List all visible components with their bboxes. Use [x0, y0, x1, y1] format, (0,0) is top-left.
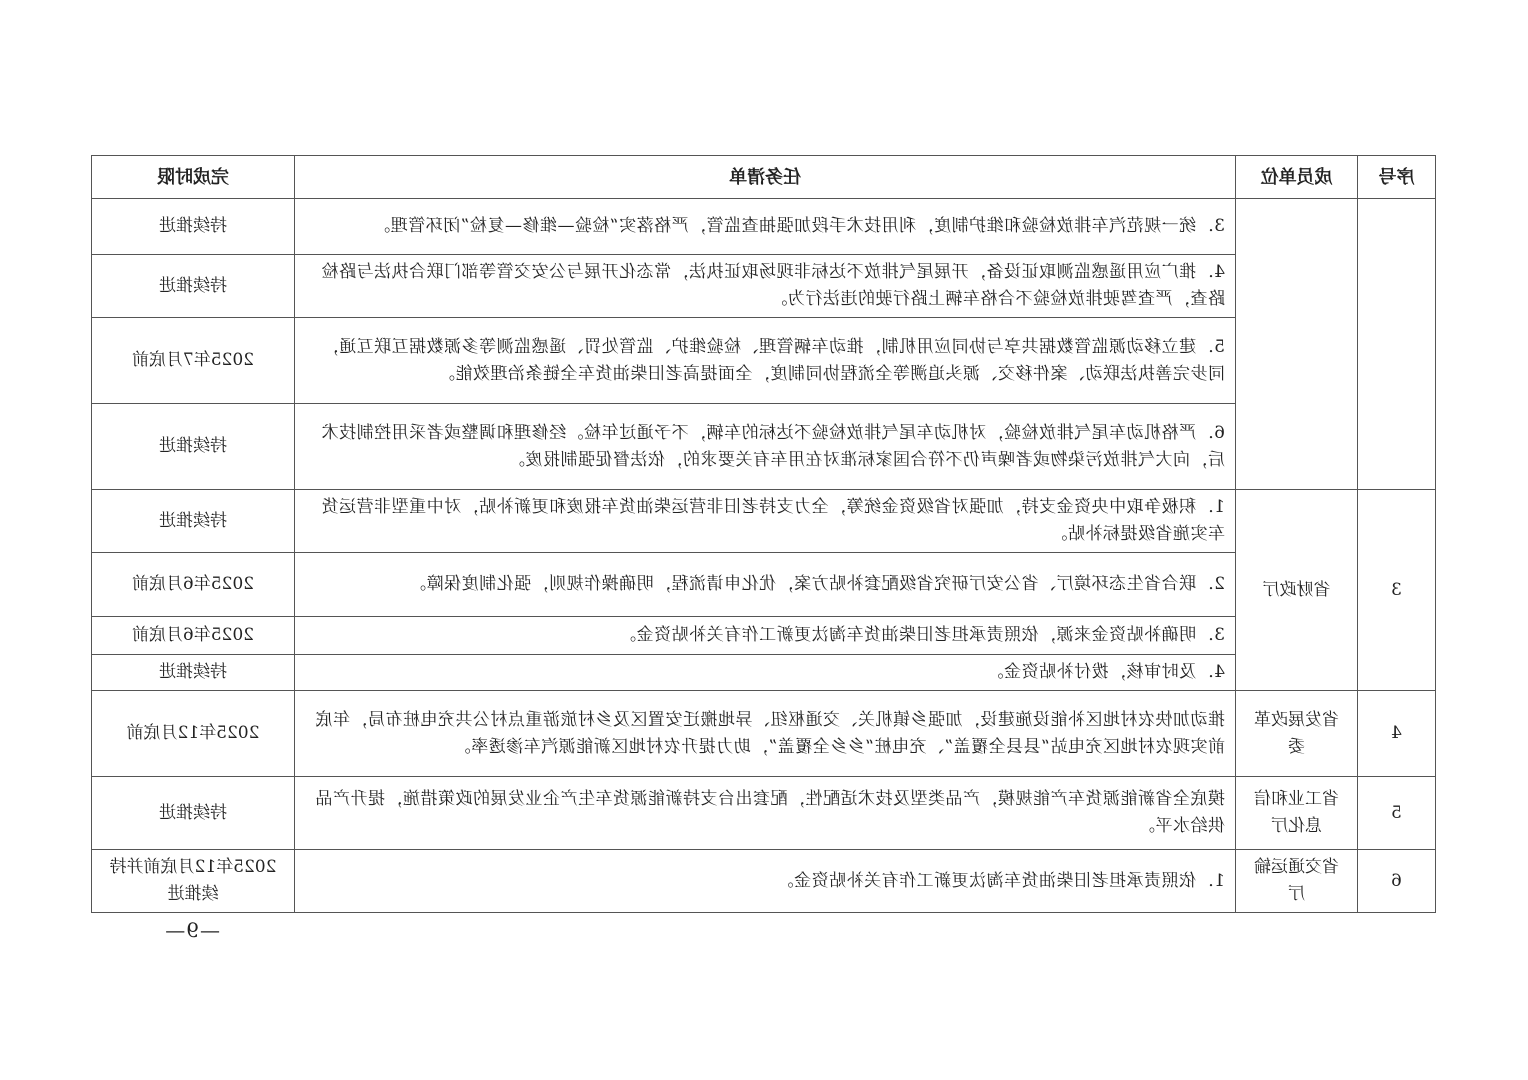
task-cell: 4．及时审核，拨付补贴资金。	[295, 655, 1236, 691]
task-cell: 1．积极争取中央资金支持，加强对省级资金统筹，全力支持老旧非营运柴油货车报废和更新补贴，对中重型非营运货车实施省级提标补贴。	[295, 490, 1236, 553]
unit-cell	[1236, 199, 1358, 490]
header-unit: 成员单位	[1236, 156, 1358, 199]
table-row	[92, 490, 1436, 553]
seq-cell: 6	[1358, 850, 1436, 913]
due-cell: 持续推进	[92, 199, 295, 255]
due-cell: 2025年7月底前	[92, 318, 295, 404]
seq-cell: 3	[1358, 490, 1436, 691]
unit-cell: 省财政厅	[1236, 490, 1358, 691]
table-row	[92, 255, 1436, 318]
due-cell: 2025年12月底前并持续推进	[92, 850, 295, 913]
table-row	[92, 553, 1436, 617]
seq-cell	[1358, 199, 1436, 490]
due-cell: 持续推进	[92, 490, 295, 553]
unit-cell: 省工业和信息化厅	[1236, 777, 1358, 850]
task-cell: 4．推广应用遥感监测取证设备，开展尾气排放不达标非现场取证执法，常态化开展与公安交管等部门联合执法与路检路查，严查驾驶排放检验不合格车辆上路行驶的违法行为。	[295, 255, 1236, 318]
task-cell: 摸底全省新能源货车产能规模，产品类型及技术适配性，配套出台支持新能源货车生产企业发展的政策措施，提升产品供给水平。	[295, 777, 1236, 850]
table-row	[92, 617, 1436, 655]
table-row	[92, 850, 1436, 913]
table-row	[92, 655, 1436, 691]
table-header-row	[92, 156, 1436, 199]
task-cell: 1．依照责承担老旧柴油货车淘汰更新工作有关补贴资金。	[295, 850, 1236, 913]
due-cell: 2025年6月底前	[92, 553, 295, 617]
due-cell: 持续推进	[92, 655, 295, 691]
task-cell: 推动加快农村地区补能设施建设，加强乡镇机关、交通枢纽、异地搬迁安置区及乡村旅游重点村公共充电桩布局，年底前实现农村地区充电站“县县全覆盖”、充电桩“乡乡全覆盖”，助力提升农村地区新能源汽车渗透率。	[295, 691, 1236, 777]
table-row	[92, 691, 1436, 777]
seq-cell: 5	[1358, 777, 1436, 850]
table-row	[92, 404, 1436, 490]
task-cell: 2．联合省生态环境厅、省公安厅研究省级配套补贴方案，优化申请流程，明确操作规则，强化制度保障。	[295, 553, 1236, 617]
header-task: 任务清单	[295, 156, 1236, 199]
header-seq: 序号	[1358, 156, 1436, 199]
unit-cell: 省发展改革委	[1236, 691, 1358, 777]
task-cell: 3．统一规范汽车排放检验和维护制度，利用技术手段加强抽查监管，严格落实“检验—维修—复检”闭环管理。	[295, 199, 1236, 255]
due-cell: 持续推进	[92, 404, 295, 490]
table-row	[92, 199, 1436, 255]
table-row	[92, 777, 1436, 850]
due-cell: 2025年6月底前	[92, 617, 295, 655]
task-table	[91, 155, 1436, 913]
task-cell: 3．明确补贴资金来源，依照责承担老旧柴油货车淘汰更新工作有关补贴资金。	[295, 617, 1236, 655]
due-cell: 2025年12月底前	[92, 691, 295, 777]
seq-cell: 4	[1358, 691, 1436, 777]
task-cell: 5．建立移动源监管数据共享与协同应用机制，推动车辆管理、检验维护、监管处罚、遥感监测等多源数据互联互通，同步完善执法联动、案件移交、源头追溯等全流程协同制度，全面提高老旧柴油货车全链条治理效能。	[295, 318, 1236, 404]
page-number: —9—	[164, 918, 220, 942]
table-row	[92, 318, 1436, 404]
due-cell: 持续推进	[92, 255, 295, 318]
due-cell: 持续推进	[92, 777, 295, 850]
unit-cell: 省交通运输厅	[1236, 850, 1358, 913]
task-cell: 6．严格机动车尾气排放检验，对机动车尾气排放检验不达标的车辆，不予通过年检。经修理和调整或者采用控制技术后，向大气排放污染物或者噪声仍不符合国家标准对在用车有关要求的，依法督促强制报废。	[295, 404, 1236, 490]
header-due: 完成时限	[92, 156, 295, 199]
